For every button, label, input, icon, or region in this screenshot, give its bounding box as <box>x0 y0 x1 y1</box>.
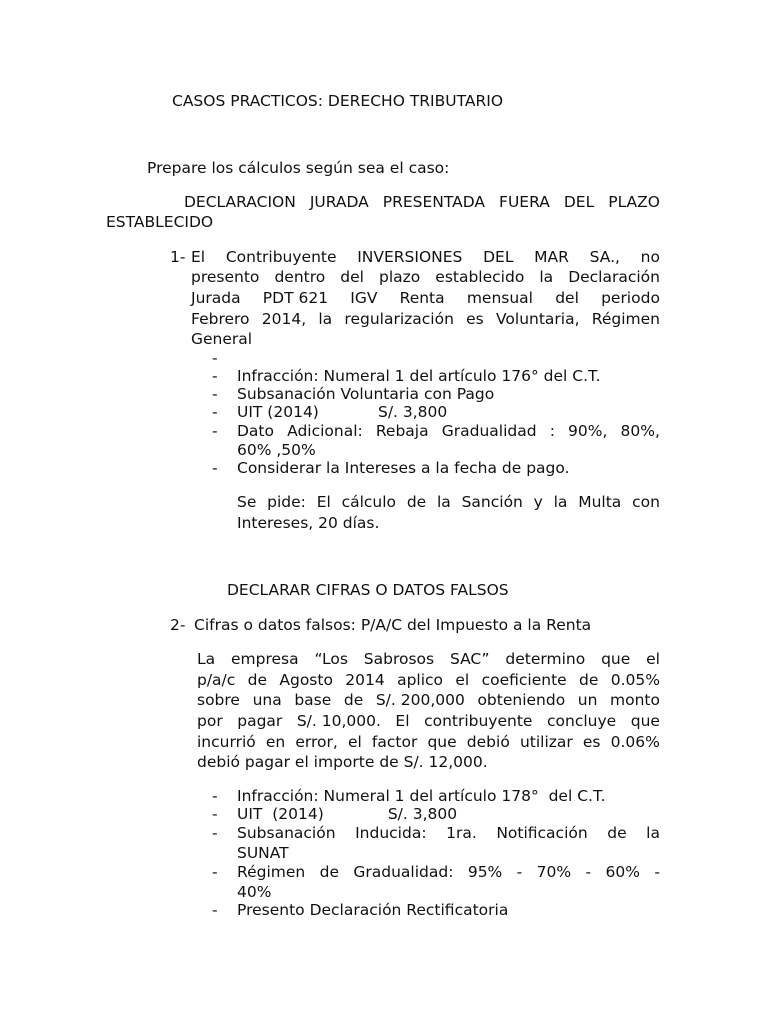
word: Voluntaria, <box>496 310 580 328</box>
word: un <box>577 691 598 709</box>
word: incurrió <box>197 733 256 751</box>
word: concluye <box>547 712 617 730</box>
word: es <box>466 310 484 328</box>
case2-bullet-subsanacion-line1 <box>237 823 660 843</box>
word: periodo <box>601 289 660 307</box>
bullet-dash: - <box>212 863 218 881</box>
section1-heading-line1 <box>184 192 660 212</box>
word: plazo <box>378 268 421 286</box>
case1-bullet-subsanacion: Subsanación Voluntaria con Pago <box>237 385 495 403</box>
word: regularización <box>344 310 454 328</box>
word: FUERA <box>499 193 550 211</box>
case1-bullet-uit: UIT (2014) S/. 3,800 <box>237 403 448 421</box>
case2-para-line2 <box>197 670 660 690</box>
word: SAC” <box>449 650 490 668</box>
word: MAR <box>534 248 569 266</box>
bullet-dash: - <box>212 824 218 842</box>
word: Gradualidad <box>441 422 537 440</box>
word: de <box>247 671 268 689</box>
word: 70% <box>536 863 572 881</box>
case2-para-line4 <box>197 711 660 731</box>
word: 80%, <box>620 422 660 440</box>
case2-number: 2- <box>170 616 186 634</box>
word: 60% <box>605 863 640 881</box>
word: cálculo <box>341 493 397 511</box>
case1-bullet-dato-line1 <box>237 421 660 441</box>
bullet-dash: - <box>212 385 218 403</box>
word: la <box>436 493 451 511</box>
word: Declaración <box>568 268 660 286</box>
bullet-dash: - <box>212 787 218 805</box>
case1-para-line3 <box>191 288 660 308</box>
case2-bullet-gradualidad-line2: 40% <box>237 883 272 901</box>
word: Subsanación <box>237 824 336 842</box>
word: la <box>318 310 333 328</box>
word: que <box>630 712 660 730</box>
case1-para-line4 <box>191 309 660 329</box>
word: el <box>646 650 660 668</box>
word: Agosto <box>279 671 333 689</box>
word: PRESENTADA <box>382 193 486 211</box>
case2-para-line3 <box>197 690 660 710</box>
word: debió <box>466 733 510 751</box>
word: una <box>252 691 282 709</box>
word: determino <box>505 650 586 668</box>
bullet-dash: - <box>212 805 218 823</box>
word: obteniendo <box>477 691 566 709</box>
word: La <box>197 650 216 668</box>
word: DECLARACION <box>184 193 296 211</box>
word: PDT 621 <box>262 289 329 307</box>
word: el <box>455 671 470 689</box>
word: - <box>516 863 523 881</box>
word: de <box>343 691 364 709</box>
case2-bullet-uit: UIT (2014) S/. 3,800 <box>237 805 458 823</box>
case1-bullet-dato-line2: 60% ,50% <box>237 441 316 459</box>
case2-title: Cifras o datos falsos: P/A/C del Impuesto a la Renta <box>194 616 592 634</box>
word: por <box>197 712 223 730</box>
case1-para-line1 <box>191 247 660 267</box>
word: S/. 10,000. <box>296 712 381 730</box>
word: Febrero <box>191 310 250 328</box>
word: es <box>582 733 601 751</box>
word: Sanción <box>461 493 523 511</box>
word: Régimen <box>591 310 660 328</box>
word: Dato <box>237 422 274 440</box>
word: empresa <box>230 650 299 668</box>
word: DEL <box>563 193 595 211</box>
case1-se-pide-line2: Intereses, 20 días. <box>237 514 380 532</box>
word: sobre <box>197 691 240 709</box>
word: Adicional: <box>287 422 363 440</box>
section2-heading: DECLARAR CIFRAS O DATOS FALSOS <box>227 581 509 599</box>
bullet-dash: - <box>212 349 218 367</box>
word: : <box>549 422 555 440</box>
word: El <box>316 493 331 511</box>
word: 2014 <box>345 671 385 689</box>
bullet-dash: - <box>212 367 218 385</box>
word: y <box>533 493 543 511</box>
word: monto <box>610 691 660 709</box>
word: de <box>406 493 427 511</box>
word: S/. 200,000 <box>375 691 465 709</box>
bullet-dash: - <box>212 901 218 919</box>
word: Renta <box>399 289 445 307</box>
word: contribuyente <box>424 712 533 730</box>
word: en <box>265 733 286 751</box>
word: PLAZO <box>608 193 660 211</box>
word: - <box>585 863 592 881</box>
word: El <box>191 248 206 266</box>
word: coeficiente <box>481 671 567 689</box>
word: del <box>340 268 364 286</box>
word: JURADA <box>309 193 369 211</box>
word: la <box>539 268 554 286</box>
case1-se-pide-line1 <box>237 492 660 512</box>
word: 95% <box>467 863 503 881</box>
word: pide: <box>267 493 306 511</box>
case2-bullet-infraccion: Infracción: Numeral 1 del artículo 178° del C.T. <box>237 787 606 805</box>
word: error, <box>295 733 338 751</box>
section1-heading-line2: ESTABLECIDO <box>106 213 214 231</box>
word: que <box>427 733 457 751</box>
case1-bullet-infraccion: Infracción: Numeral 1 del artículo 176° del C.T. <box>237 367 601 385</box>
word: del <box>555 289 579 307</box>
bullet-dash: - <box>212 422 218 440</box>
word: de <box>319 863 339 881</box>
document-title: CASOS PRACTICOS: DERECHO TRIBUTARIO <box>172 92 504 110</box>
word: base <box>294 691 332 709</box>
word: 0.06% <box>610 733 660 751</box>
word: DEL <box>483 248 514 266</box>
word: 0.05% <box>610 671 660 689</box>
word: SA., <box>589 248 620 266</box>
word: Contribuyente <box>225 248 337 266</box>
word: Notificación <box>496 824 588 842</box>
word: aplico <box>397 671 444 689</box>
case1-bullet-considerar: Considerar la Intereses a la fecha de pago. <box>237 459 570 477</box>
bullet-dash: - <box>212 403 218 421</box>
case2-bullet-subsanacion-line2: SUNAT <box>237 844 289 862</box>
case1-number: 1- <box>170 248 186 266</box>
word: Inducida: <box>355 824 427 842</box>
word: de <box>607 824 627 842</box>
word: Gradualidad: <box>353 863 454 881</box>
word: El <box>395 712 410 730</box>
word: mensual <box>466 289 533 307</box>
intro-text: Prepare los cálculos según sea el caso: <box>147 159 450 177</box>
word: Se <box>237 493 257 511</box>
case2-para-line6: debió pagar el importe de S/. 12,000. <box>197 753 488 771</box>
word: Jurada <box>191 289 241 307</box>
word: establecido <box>435 268 525 286</box>
word: INVERSIONES <box>357 248 463 266</box>
word: Rebaja <box>375 422 429 440</box>
word: Multa <box>578 493 622 511</box>
word: no <box>640 248 660 266</box>
word: Sabrosos <box>363 650 435 668</box>
case2-bullet-rectificatoria: Presento Declaración Rectificatoria <box>237 901 509 919</box>
word: p/a/c <box>197 671 236 689</box>
word: IGV <box>350 289 378 307</box>
word: 90%, <box>568 422 608 440</box>
case2-para-line1 <box>197 649 660 669</box>
word: con <box>632 493 660 511</box>
word: pagar <box>237 712 283 730</box>
word: el <box>347 733 362 751</box>
word: presento <box>191 268 260 286</box>
word: factor <box>371 733 418 751</box>
word: “Los <box>314 650 348 668</box>
word: la <box>646 824 660 842</box>
word: 2014, <box>261 310 307 328</box>
case1-para-line5: General <box>191 330 253 348</box>
word: 1ra. <box>446 824 477 842</box>
word: Régimen <box>237 863 306 881</box>
word: dentro <box>274 268 326 286</box>
word: - <box>654 863 660 881</box>
case2-para-line5 <box>197 732 660 752</box>
word: que <box>601 650 631 668</box>
case1-para-line2 <box>191 267 660 287</box>
word: de <box>579 671 599 689</box>
case2-bullet-gradualidad-line1 <box>237 862 660 882</box>
word: la <box>553 493 568 511</box>
bullet-dash: - <box>212 459 218 477</box>
word: utilizar <box>519 733 573 751</box>
